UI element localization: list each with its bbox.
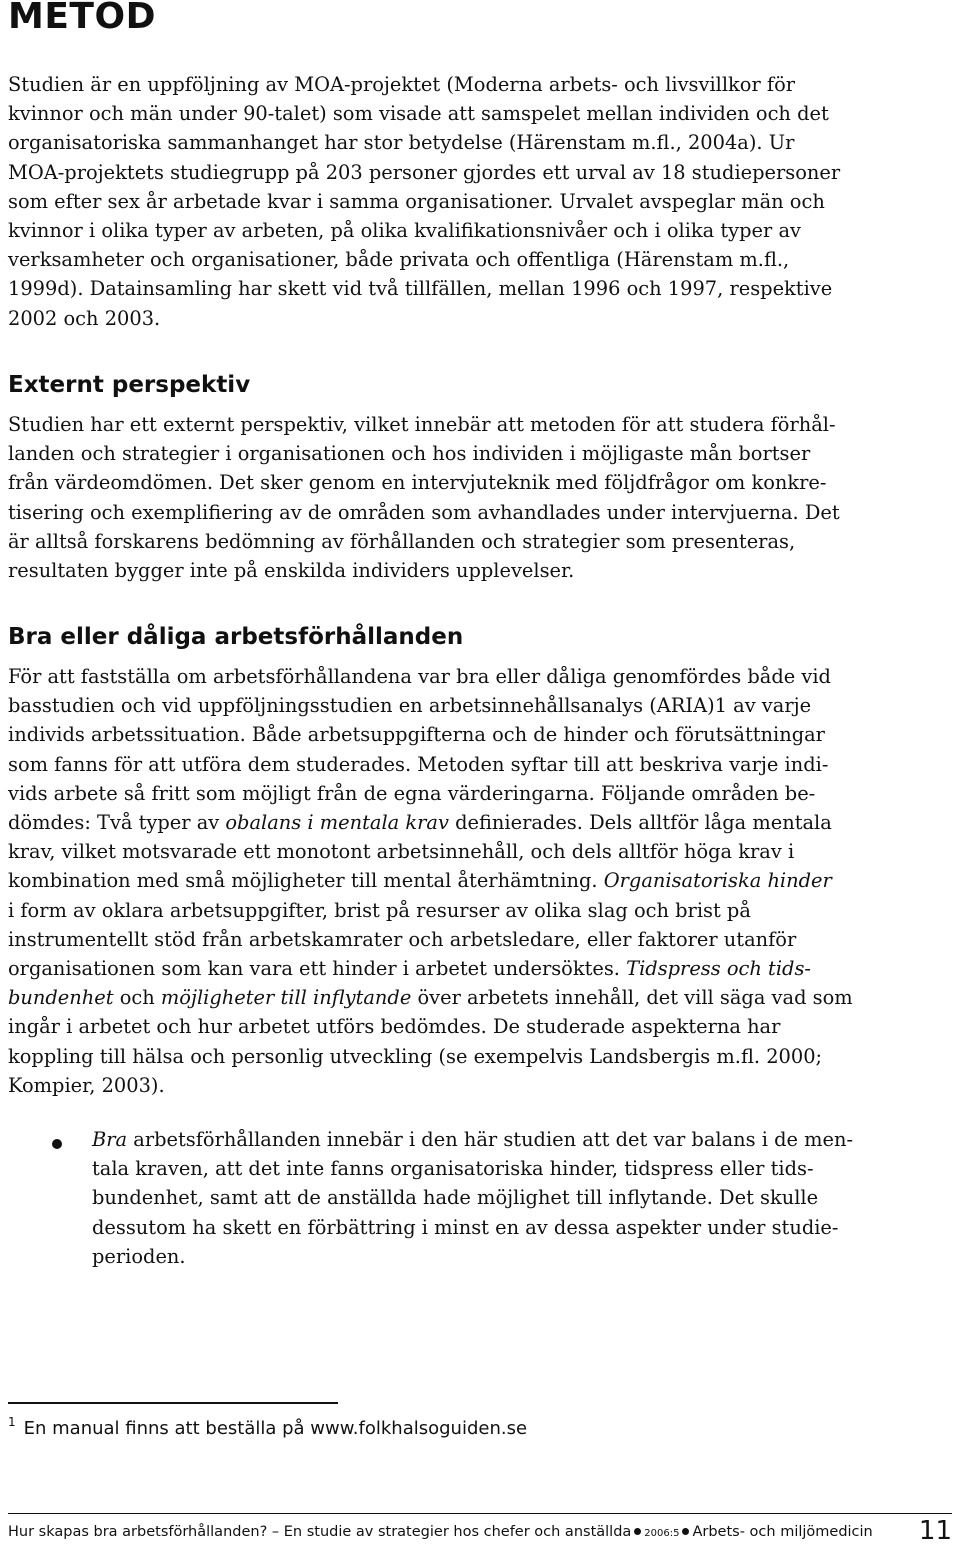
footer-series-number: 2006:5 — [644, 1528, 680, 1539]
text-line: från värdeomdömen. Det sker genom en intervjuteknik med följdfrågor om konkre- — [8, 471, 827, 495]
emphasis-text: obalans i mentala krav — [225, 811, 449, 835]
bullet-icon — [634, 1528, 641, 1535]
emphasis-text: möjligheter till inflytande — [160, 986, 412, 1010]
externt-perspektiv-paragraph — [8, 410, 952, 585]
text-run: dömdes: Två typer av — [8, 811, 226, 835]
text-line: För att fastställa om arbetsförhållandena var bra eller dåliga genomfördes både vid — [8, 665, 831, 688]
footnote-text: En manual finns att beställa på www.folkhalsoguiden.se — [23, 1418, 528, 1439]
emphasis-text: bundenhet — [8, 986, 114, 1010]
text-line — [8, 983, 952, 1012]
text-line: kvinnor och män under 90-talet) som visade att samspelet mellan individen och det — [8, 102, 829, 126]
text-line — [8, 866, 952, 895]
text-line: krav, vilket motsvarade ett monotont arbetsinnehåll, och dels alltför höga krav i — [8, 840, 795, 864]
text-line: organisatoriska sammanhanget har stor betydelse (Härenstam m.fl., 2004a). Ur — [8, 131, 795, 155]
arbetsforhallanden-paragraph — [8, 662, 952, 1100]
text-line: verksamheter och organisationer, både privata och offentliga (Härenstam m.fl., — [8, 248, 790, 272]
page-footer — [8, 1516, 952, 1548]
bullet-icon — [52, 1139, 62, 1149]
text-line: landen och strategier i organisationen och hos individen i möjligaste mån bortser — [8, 442, 811, 466]
text-line: MOA-projektets studiegrupp på 203 personer gjordes ett urval av 18 studiepersoner — [8, 160, 841, 184]
text-line: i form av oklara arbetsuppgifter, brist på resurser av olika slag och brist på — [8, 898, 751, 922]
text-line: bundenhet, samt att de anställda hade möjlighet till inflytande. Det skulle — [92, 1186, 819, 1210]
footnote — [8, 1415, 527, 1439]
page-title: METOD — [8, 0, 156, 37]
text-line: resultaten bygger inte på enskilda individers upplevelser. — [8, 559, 575, 583]
page-number: 11 — [918, 1516, 952, 1546]
text-run: över arbetets innehåll, det vill säga vad som — [411, 986, 853, 1010]
footnote-divider — [8, 1402, 338, 1404]
text-line: är alltså forskarens bedömning av förhållanden och strategier som presenteras, — [8, 529, 796, 553]
text-line: som fanns för att utföra dem studerades. Metoden syftar till att beskriva varje indi- — [8, 752, 829, 776]
text-line: kvinnor i olika typer av arbeten, på olika kvalifikationsnivåer och i olika typer av — [8, 219, 801, 243]
text-run: och — [113, 986, 161, 1010]
text-line — [8, 808, 952, 837]
text-line: Studien är en uppföljning av MOA-projektet (Moderna arbets- och livsvillkor för — [8, 73, 796, 96]
section-heading-arbetsforhallanden: Bra eller dåliga arbetsförhållanden — [8, 624, 464, 650]
text-line: Studien har ett externt perspektiv, vilket innebär att metoden för att studera förhål- — [8, 413, 836, 436]
text-line: ingår i arbetet och hur arbetet utförs bedömdes. De studerade aspekterna har — [8, 1015, 781, 1039]
text-line: basstudien och vid uppföljningsstudien en arbetsinnehållsanalys (ARIA)1 av varje — [8, 694, 812, 718]
bullet-text — [92, 1125, 952, 1271]
text-line: tala kraven, att det inte fanns organisatoriska hinder, tidspress eller tids- — [92, 1157, 814, 1181]
text-line: individs arbetssituation. Både arbetsuppgifterna och de hinder och förutsättningar — [8, 723, 825, 747]
text-line: Kompier, 2003). — [8, 1073, 165, 1097]
emphasis-text: Bra — [92, 1128, 128, 1151]
footer-title: Hur skapas bra arbetsförhållanden? – En studie av strategier hos chefer och anställda — [8, 1524, 632, 1540]
bullet-icon — [682, 1528, 689, 1535]
section-heading-externt-perspektiv: Externt perspektiv — [8, 372, 251, 398]
text-run: organisationen som kan vara ett hinder i arbetet undersöktes. — [8, 957, 627, 981]
emphasis-text: Tidspress och tids- — [626, 957, 811, 981]
text-line: 1999d). Datainsamling har skett vid två tillfällen, mellan 1996 och 1997, respektive — [8, 277, 833, 301]
text-line: perioden. — [92, 1244, 186, 1268]
text-run: kombination med små möjligheter till mental återhämtning. — [8, 869, 604, 893]
text-line — [8, 954, 952, 983]
footnote-number: 1 — [8, 1415, 16, 1429]
text-line: dessutom ha skett en förbättring i minst en av dessa aspekter under studie- — [92, 1215, 839, 1239]
text-line: som efter sex år arbetade kvar i samma organisationer. Urvalet avspeglar män och — [8, 189, 825, 213]
footer-divider — [8, 1513, 952, 1514]
emphasis-text: Organisatoriska hinder — [603, 869, 832, 893]
text-run: definierades. Dels alltför låga mentala — [448, 811, 832, 835]
text-run: arbetsförhållanden innebär i den här studien att det var balans i de men- — [127, 1128, 854, 1151]
text-line: koppling till hälsa och personlig utveckling (se exempelvis Landsbergis m.fl. 2000; — [8, 1044, 823, 1068]
text-line: vids arbete så fritt som möjligt från de egna värderingarna. Följande områden be- — [8, 781, 816, 805]
text-line — [92, 1125, 952, 1154]
text-line: 2002 och 2003. — [8, 306, 161, 330]
intro-paragraph — [8, 70, 952, 333]
text-line: instrumentellt stöd från arbetskamrater och arbetsledare, eller faktorer utanför — [8, 927, 797, 951]
footer-text — [8, 1524, 873, 1540]
text-line: tisering och exemplifiering av de områden som avhandlades under intervjuerna. Det — [8, 500, 840, 524]
footer-publisher: Arbets- och miljömedicin — [692, 1524, 873, 1540]
